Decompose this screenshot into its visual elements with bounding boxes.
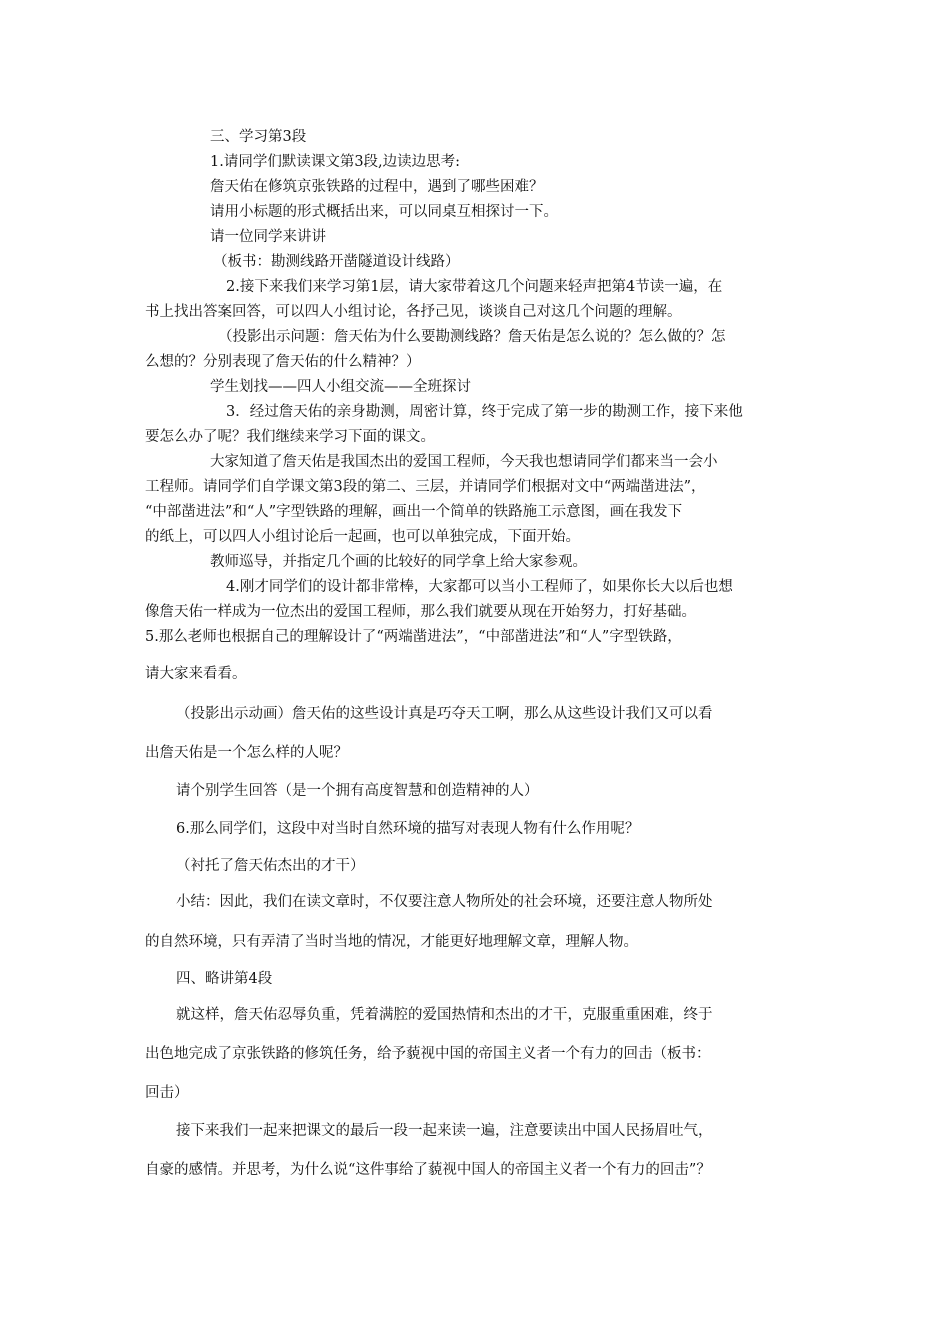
paragraph-line: 2.接下来我们来学习第1层，请大家带着这几个问题来轻声把第4节读一遍，在 <box>226 279 723 295</box>
paragraph-line: 5.那么老师也根据自己的理解设计了“两端凿进法”，“中部凿进法”和“人”字型铁路， <box>145 629 682 645</box>
paragraph-line: 小结：因此，我们在读文章时，不仅要注意人物所处的社会环境，还要注意人物所处 <box>176 894 713 910</box>
paragraph-line: （衬托了詹天佑杰出的才干） <box>176 858 365 874</box>
paragraph-line: 教师巡导，并指定几个画的比较好的同学拿上给大家参观。 <box>210 554 587 570</box>
paragraph-line: 詹天佑在修筑京张铁路的过程中，遇到了哪些困难？ <box>210 179 544 195</box>
paragraph-line: （投影出示动画）詹天佑的这些设计真是巧夺天工啊，那么从这些设计我们又可以看 <box>176 706 713 722</box>
paragraph-line: 1.请同学们默读课文第3段,边读边思考: <box>210 154 461 170</box>
paragraph-line: “中部凿进法”和“人”字型铁路的理解，画出一个简单的铁路施工示意图，画在我发下 <box>145 504 683 520</box>
paragraph-line: 么想的？分别表现了詹天佑的什么精神？） <box>145 354 421 370</box>
paragraph-line: 请个别学生回答（是一个拥有高度智慧和创造精神的人） <box>176 783 539 799</box>
paragraph-line: 6.那么同学们，这段中对当时自然环境的描写对表现人物有什么作用呢？ <box>176 821 640 837</box>
paragraph-line: 请一位同学来讲讲 <box>210 229 326 245</box>
paragraph-line: （板书：勘测线路开凿隧道设计线路） <box>213 254 460 270</box>
paragraph-line: 大家知道了詹天佑是我国杰出的爱国工程师，今天我也想请同学们都来当一会小 <box>210 454 718 470</box>
paragraph-line: 书上找出答案回答，可以四人小组讨论，各抒己见，谈谈自己对这几个问题的理解。 <box>145 304 682 320</box>
paragraph-line: 自豪的感情。并思考，为什么说“这件事给了藐视中国人的帝国主义者一个有力的回击”？ <box>145 1162 711 1178</box>
paragraph-line: 请大家来看看。 <box>145 666 247 682</box>
paragraph-line: 像詹天佑一样成为一位杰出的爱国工程师，那么我们就要从现在开始努力，打好基础。 <box>145 604 696 620</box>
paragraph-line: 出色地完成了京张铁路的修筑任务，给予藐视中国的帝国主义者一个有力的回击（板书： <box>145 1046 711 1062</box>
paragraph-line: （投影出示问题：詹天佑为什么要勘测线路？詹天佑是怎么说的？怎么做的？怎 <box>218 329 726 345</box>
section-heading: 四、略讲第4段 <box>176 971 273 987</box>
section-heading: 三、学习第3段 <box>210 129 307 145</box>
paragraph-line: 学生划找——四人小组交流——全班探讨 <box>210 379 471 395</box>
paragraph-line: 要怎么办了呢？我们继续来学习下面的课文。 <box>145 429 435 445</box>
paragraph-line: 出詹天佑是一个怎么样的人呢？ <box>145 745 348 761</box>
paragraph-line: 3．经过詹天佑的亲身勘测，周密计算，终于完成了第一步的勘测工作，接下来他 <box>226 404 743 420</box>
paragraph-line: 请用小标题的形式概括出来，可以同桌互相探讨一下。 <box>210 204 558 220</box>
paragraph-line: 就这样，詹天佑忍辱负重，凭着满腔的爱国热情和杰出的才干，克服重重困难，终于 <box>176 1007 713 1023</box>
paragraph-line: 回击） <box>145 1085 189 1101</box>
paragraph-line: 4.刚才同学们的设计都非常棒，大家都可以当小工程师了，如果你长大以后也想 <box>226 579 733 595</box>
paragraph-line: 的自然环境，只有弄清了当时当地的情况，才能更好地理解文章，理解人物。 <box>145 934 638 950</box>
paragraph-line: 的纸上，可以四人小组讨论后一起画，也可以单独完成，下面开始。 <box>145 529 580 545</box>
paragraph-line: 工程师。请同学们自学课文第3段的第二、三层，并请同学们根据对文中“两端凿进法”， <box>145 479 706 495</box>
paragraph-line: 接下来我们一起来把课文的最后一段一起来读一遍，注意要读出中国人民扬眉吐气， <box>176 1123 713 1139</box>
